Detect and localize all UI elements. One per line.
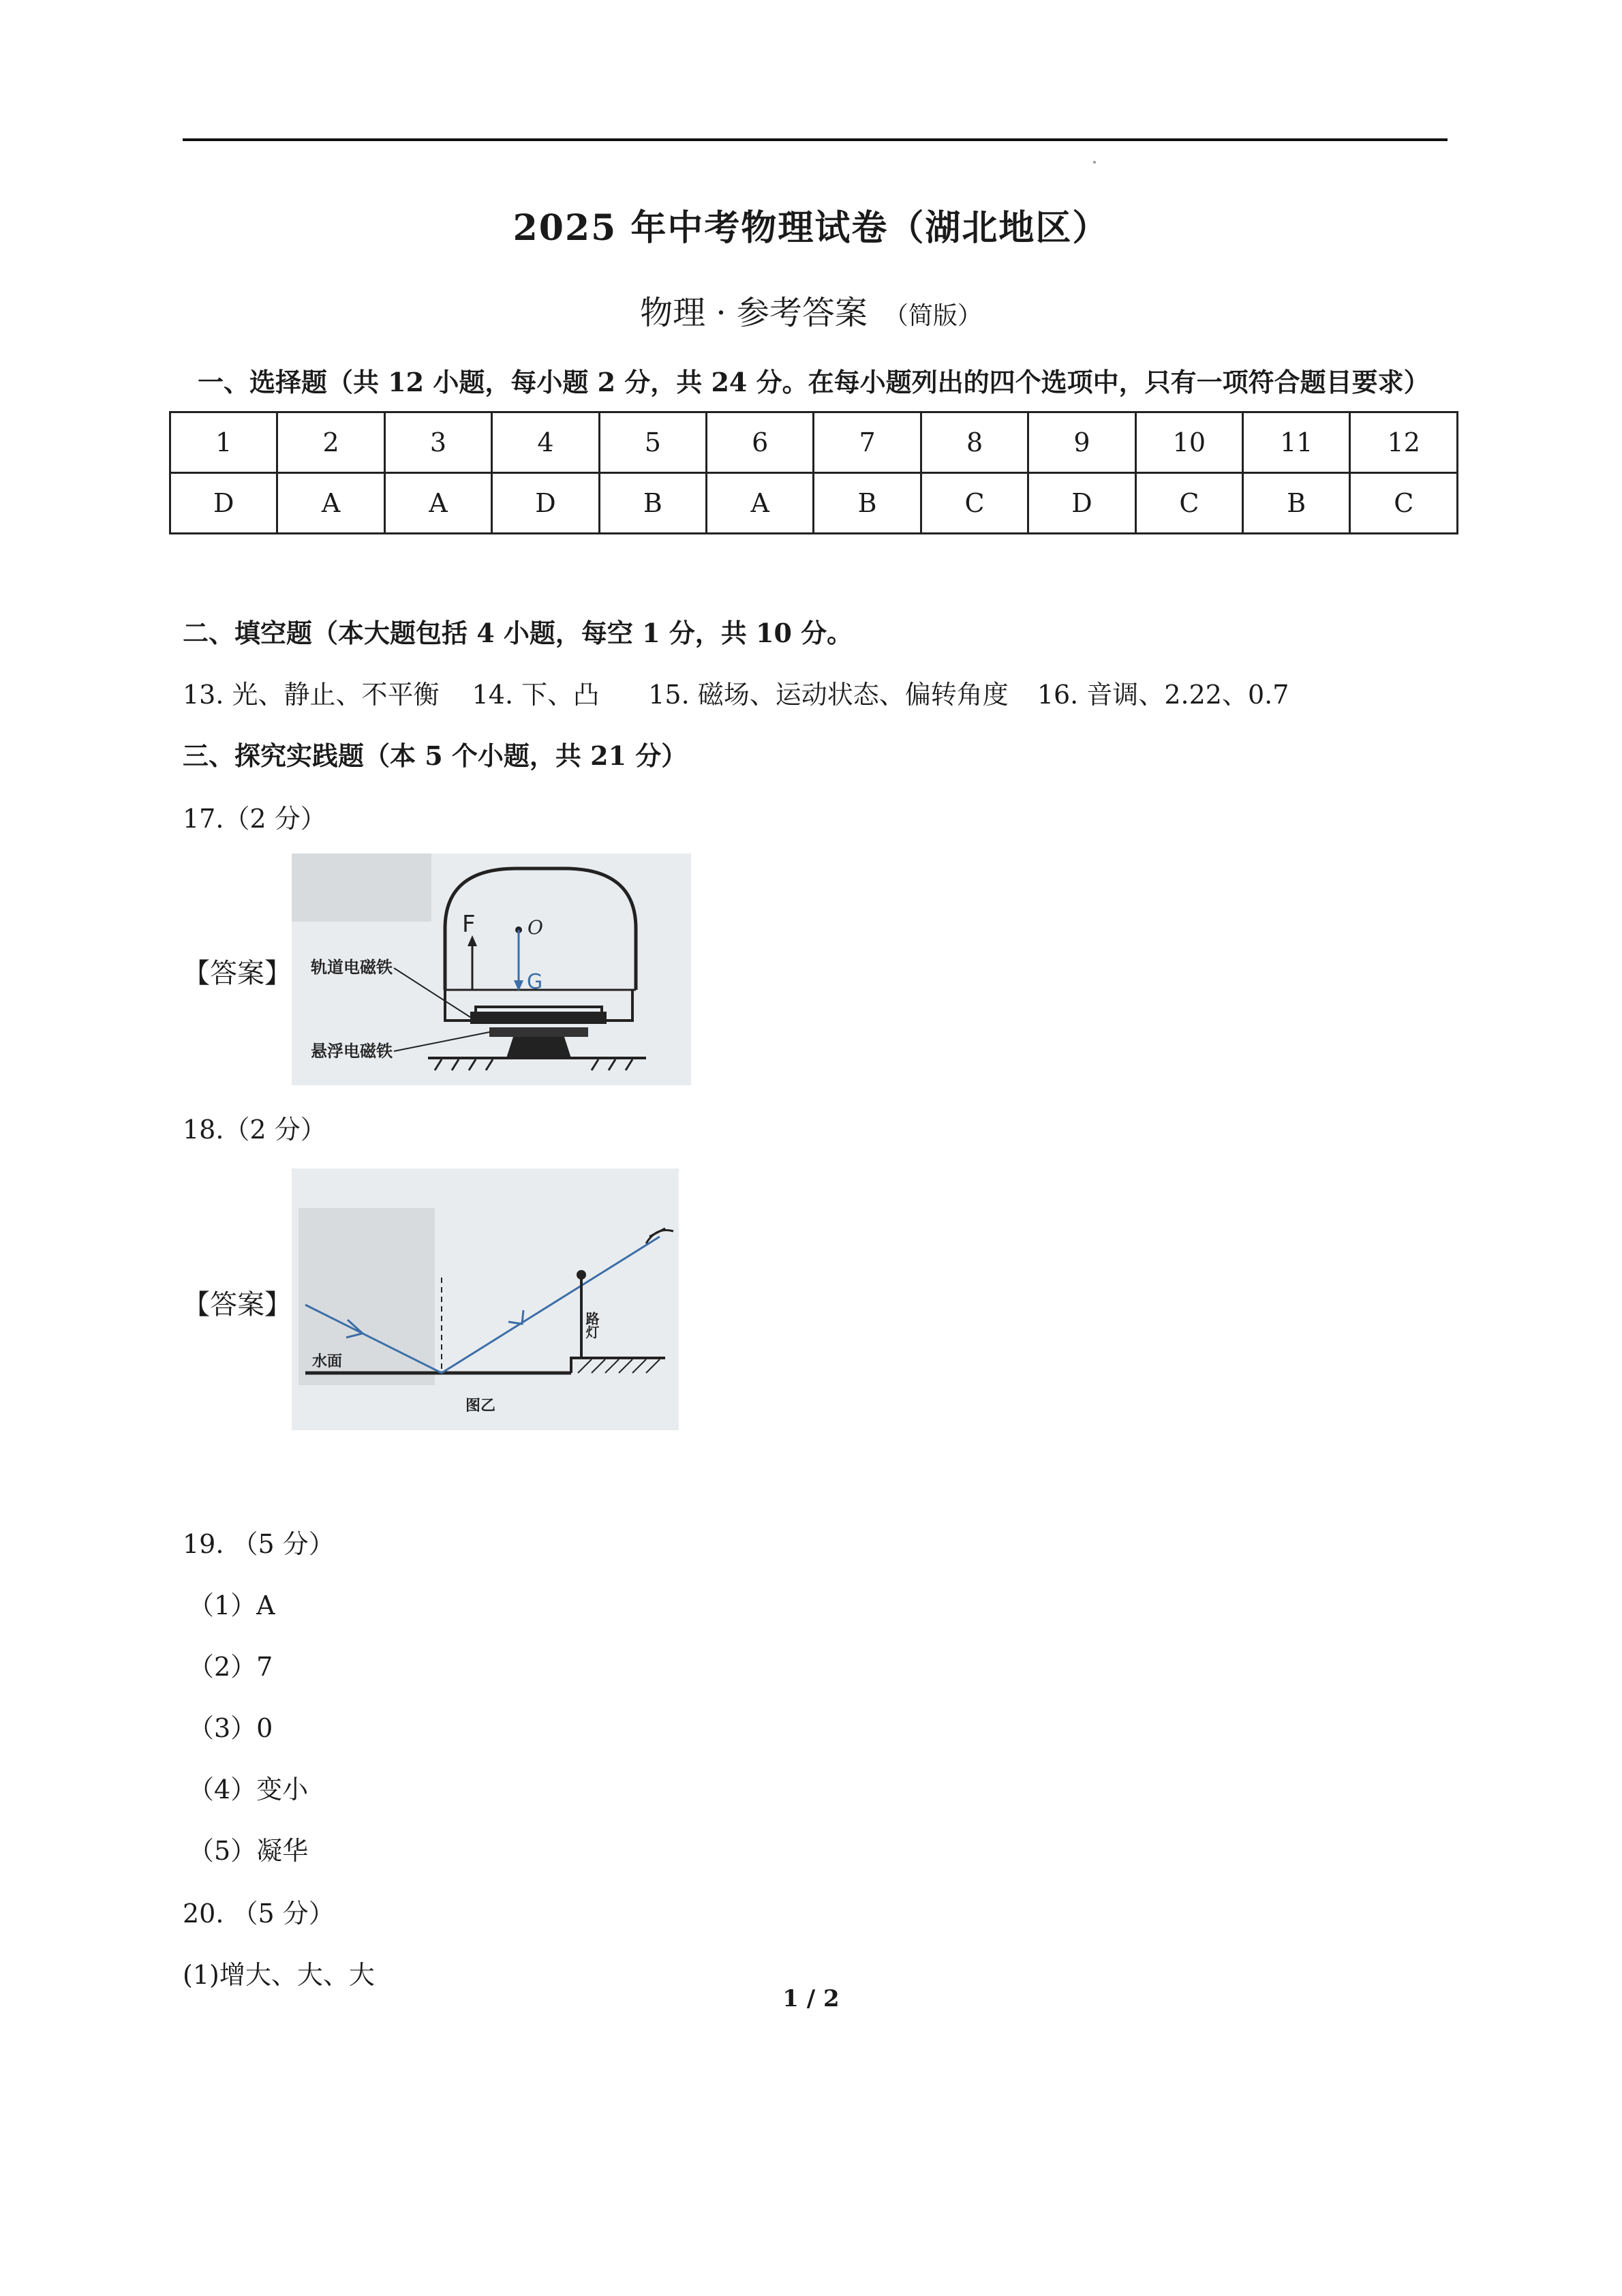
q17-label: 17.（2 分） [183, 804, 326, 834]
track-magnet-label: 轨道电磁铁 [311, 958, 393, 977]
table-cell: A [384, 473, 491, 534]
table-cell: B [814, 473, 921, 534]
table-cell: 12 [1350, 412, 1458, 473]
table-cell: 9 [1028, 412, 1135, 473]
table-cell: B [1243, 473, 1350, 534]
table-cell: A [707, 473, 814, 534]
answer-table [169, 411, 1458, 534]
section3-heading: 三、探究实践题（本 5 个小题，共 21 分） [183, 740, 688, 771]
scan-dot [1093, 161, 1096, 164]
water-label: 水面 [312, 1353, 343, 1370]
levitation-magnet-label: 悬浮电磁铁 [311, 1042, 393, 1061]
maglev-diagram [292, 854, 691, 1085]
section2-heading: 二、填空题（本大题包括 4 小题，每空 1 分，共 10 分。 [183, 618, 853, 648]
lamp-label: 路灯 [583, 1312, 600, 1339]
q20-item-1: (1)增大、大、大 [183, 1960, 375, 1990]
answer-14: 14. 下、凸 [472, 680, 600, 710]
q19-label: 19. （5 分） [183, 1529, 335, 1559]
force-f-label: F [462, 911, 476, 938]
top-rule [183, 138, 1448, 141]
maglev-figure [292, 854, 691, 1085]
reflection-diagram [292, 1168, 679, 1430]
track-label-leader [394, 968, 470, 1017]
reflected-ray [442, 1237, 660, 1373]
question-number-row [170, 412, 1458, 473]
levitation-label-leader [394, 1032, 489, 1051]
figure-caption: 图乙 [465, 1398, 496, 1415]
q19-item-1: （1）A [188, 1590, 275, 1620]
section2-answers [183, 674, 1289, 711]
answer-15: 15. 磁场、运动状态、偏转角度 [648, 680, 1009, 710]
page-title: 2025 年中考物理试卷（湖北地区） [512, 207, 1110, 249]
subtitle-note: （简版） [883, 302, 982, 330]
table-cell: 3 [384, 412, 491, 473]
page-number: 1 / 2 [782, 1985, 840, 2012]
q19-item-5: （5）凝华 [188, 1836, 309, 1866]
reflection-figure [292, 1168, 679, 1430]
reflected-ray-arrow [508, 1310, 523, 1324]
section1-heading: 一、选择题（共 12 小题，每小题 2 分，共 24 分。在每小题列出的四个选项中，只有一项符合题目要求） [198, 367, 1430, 397]
answer-16: 16. 音调、2.22、0.7 [1037, 680, 1289, 710]
table-cell: C [921, 473, 1028, 534]
table-cell: D [170, 473, 277, 534]
table-cell: 6 [707, 412, 814, 473]
page-subtitle [0, 286, 1622, 333]
table-cell: 2 [277, 412, 384, 473]
q18-answer-tag: 【答案】 [183, 1289, 292, 1320]
table-cell: C [1350, 473, 1458, 534]
q19-item-3: （3）0 [188, 1713, 273, 1743]
levitation-electromagnet [489, 1027, 588, 1037]
q20-label: 20. （5 分） [183, 1899, 335, 1929]
q17-answer-tag: 【答案】 [183, 958, 292, 989]
q18-label: 18.（2 分） [183, 1115, 326, 1145]
table-cell: 4 [492, 412, 599, 473]
redaction-block [292, 854, 431, 922]
table-cell: C [1135, 473, 1242, 534]
eye-lash [649, 1228, 665, 1237]
table-cell: 11 [1243, 412, 1350, 473]
answer-13: 13. 光、静止、不平衡 [183, 680, 440, 710]
table-cell: D [492, 473, 599, 534]
table-cell: D [1028, 473, 1135, 534]
answer-row [170, 473, 1458, 534]
table-cell: 5 [599, 412, 706, 473]
q19-item-2: （2）7 [188, 1652, 273, 1682]
table-cell: 8 [921, 412, 1028, 473]
table-cell: A [277, 473, 384, 534]
ground-hatch [435, 1059, 632, 1070]
center-o-label: O [527, 916, 543, 939]
table-cell: 1 [170, 412, 277, 473]
table-cell: B [599, 473, 706, 534]
subtitle-main: 物理 · 参考答案 [640, 294, 868, 332]
bank-hatch [578, 1359, 660, 1373]
table-cell: 10 [1135, 412, 1242, 473]
q19-item-4: （4）变小 [188, 1774, 309, 1804]
track-electromagnet [470, 1012, 607, 1024]
rail-support [506, 1037, 571, 1058]
gravity-g-label: G [527, 970, 543, 994]
lamp-head [577, 1270, 586, 1280]
table-cell: 7 [814, 412, 921, 473]
